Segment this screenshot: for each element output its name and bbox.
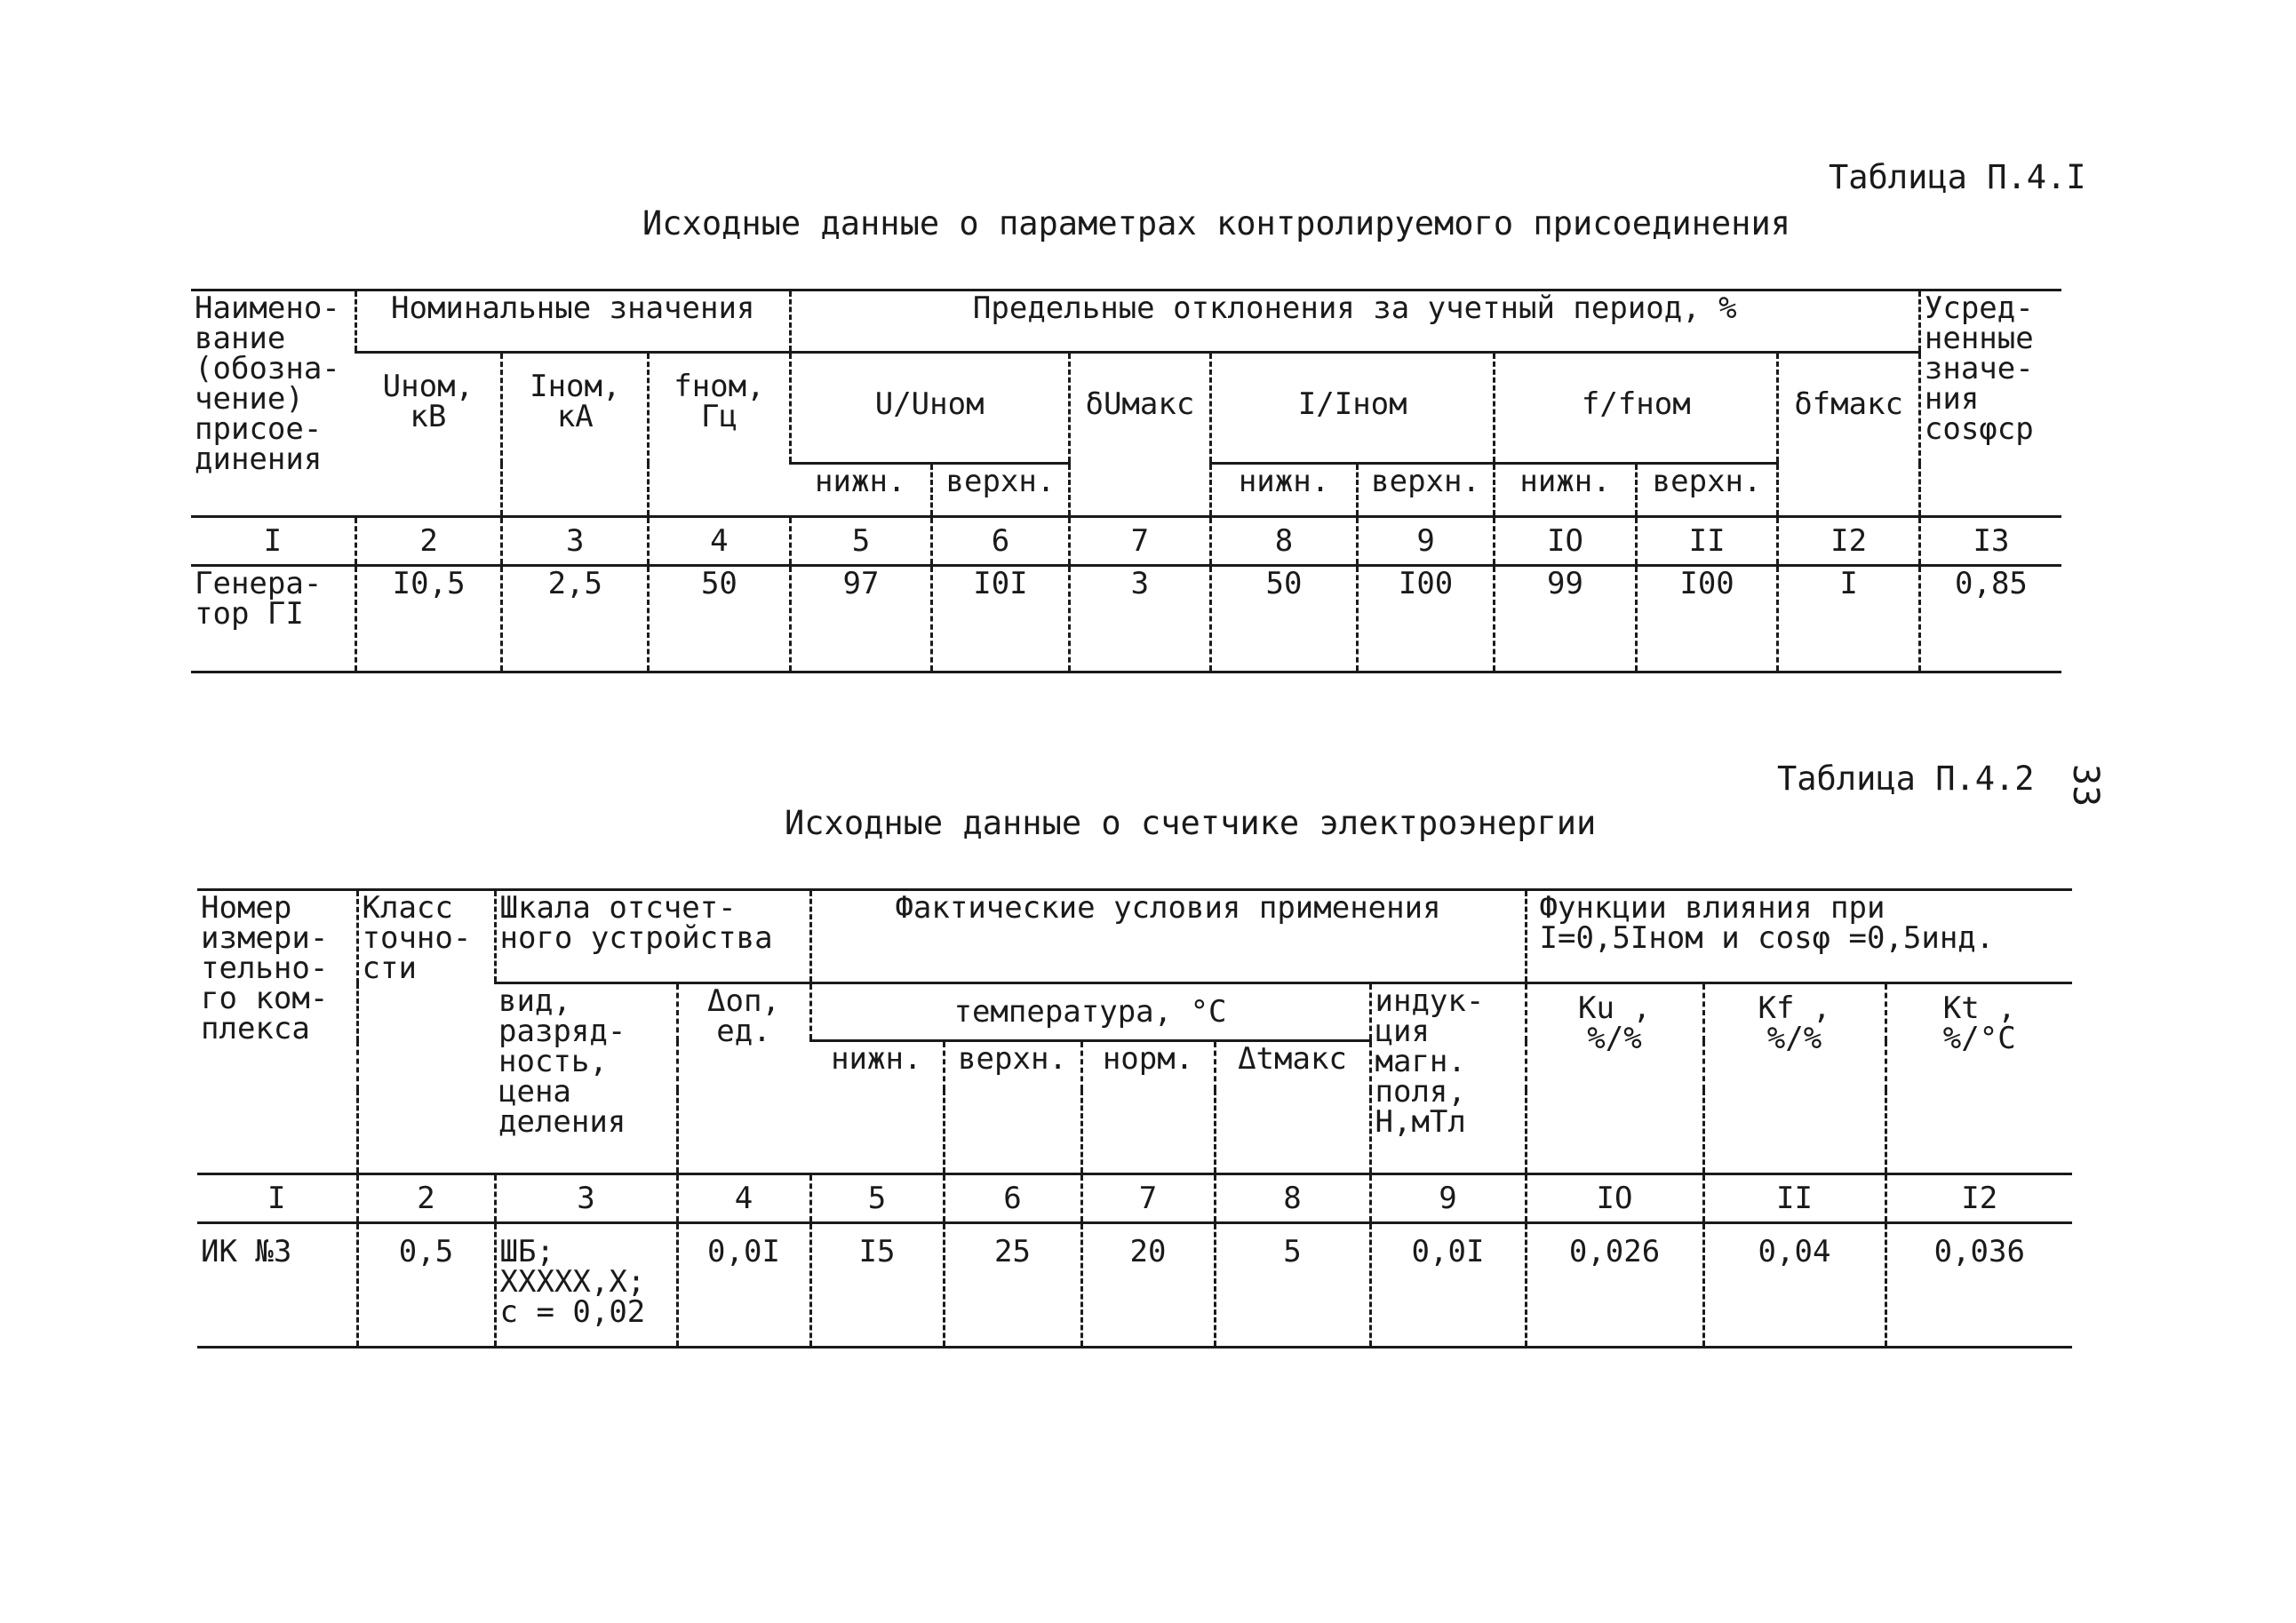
- t1-header-limit-group: Предельные отклонения за учетный период, %: [790, 290, 1919, 353]
- t2-header-t-high: верхн.: [944, 1041, 1081, 1090]
- t2-header-influence-group: Функции влияния при I=0,5Iном и cosφ =0,5инд.: [1526, 890, 2072, 983]
- t2-header-t-delta: Δtмакс: [1215, 1041, 1370, 1090]
- t1-header-u-ratio: U/Uном: [790, 353, 1069, 464]
- t1-header-f-nom: fном, Гц: [649, 353, 791, 517]
- table2-label: Таблица П.4.2: [1777, 760, 2035, 798]
- table1-title: Исходные данные о параметрах контролируемого присоединения: [642, 204, 1791, 243]
- t1-cell: 2,5: [502, 566, 649, 672]
- t2-col-number: I2: [1885, 1174, 2072, 1223]
- t2-col-number: 2: [357, 1174, 495, 1223]
- t1-row-name: Генера- тор ГI: [191, 566, 355, 672]
- t2-header-t-norm: норм.: [1081, 1041, 1215, 1090]
- t2-header-t-low: нижн.: [831, 1041, 922, 1077]
- t1-header-i-low: нижн.: [1211, 464, 1358, 517]
- t1-header-u-nom: Uном, кВ: [382, 369, 474, 434]
- table1: [191, 289, 2061, 673]
- t2-header-delta: Δоп, ед.: [677, 983, 810, 1174]
- t1-cell: 50: [649, 566, 791, 672]
- t2-header-temp-group: температура, °С: [810, 983, 1370, 1041]
- t1-header-i-high: верхн.: [1357, 464, 1494, 517]
- t2-header-conditions-group: Фактические условия применения: [810, 890, 1526, 983]
- t1-cell: 0,85: [1919, 566, 2061, 672]
- t1-cell: 50: [1211, 566, 1358, 672]
- t2-col-number: 3: [495, 1174, 677, 1223]
- t1-header-u-low: нижн.: [815, 464, 906, 499]
- t1-col-number: 7: [1069, 517, 1211, 566]
- t2-cell: 0,04: [1703, 1223, 1885, 1348]
- t2-cell: 0,0I: [677, 1223, 810, 1348]
- table1-label: Таблица П.4.I: [1829, 158, 2086, 196]
- t1-header-f-high: верхн.: [1636, 464, 1778, 517]
- t1-header-df-max: δfмакс: [1778, 353, 1920, 517]
- t2-row-scale: ШБ; XXXXX,X; c = 0,02: [495, 1223, 677, 1348]
- t2-header-meter-no: Номер измери- тельно- го ком- плекса: [197, 890, 357, 1174]
- t1-col-number: I2: [1778, 517, 1920, 566]
- t1-cell: 97: [790, 566, 932, 672]
- table2-title: Исходные данные о счетчике электроэнергии: [785, 804, 1597, 842]
- table2: [197, 888, 2072, 1349]
- t1-cell: 3: [1069, 566, 1211, 672]
- page-number: 33: [2065, 764, 2106, 808]
- t1-header-u-high: верхн.: [932, 464, 1069, 517]
- t2-header-scale-type: вид, разряд- ность, цена деления: [498, 983, 626, 1140]
- t1-cell: I: [1778, 566, 1920, 672]
- t1-header-i-ratio: I/Iном: [1211, 353, 1495, 464]
- t2-cell: I5: [810, 1223, 944, 1348]
- t1-col-number: 8: [1211, 517, 1358, 566]
- t2-col-number: IO: [1526, 1174, 1703, 1223]
- t1-header-name: Наимено- вание (обозна- чение) присое- динения: [191, 290, 355, 517]
- t1-cell: I0,5: [355, 566, 502, 672]
- t1-col-number: 2: [355, 517, 502, 566]
- t1-header-du-max: δUмакс: [1069, 353, 1211, 517]
- t1-col-number: 5: [790, 517, 932, 566]
- t1-header-i-nom: Iном, кА: [502, 353, 649, 517]
- t2-col-number: 4: [677, 1174, 810, 1223]
- t1-col-number: I: [191, 517, 355, 566]
- t2-cell: 25: [944, 1223, 1081, 1348]
- t2-row-accuracy: 0,5: [357, 1223, 495, 1348]
- t2-header-accuracy: Класс точно- сти: [357, 890, 495, 1174]
- t1-col-number: 9: [1357, 517, 1494, 566]
- t1-col-number: I3: [1919, 517, 2061, 566]
- t2-cell: 0,0I: [1370, 1223, 1526, 1348]
- t2-header-ku: Кu , %/%: [1526, 983, 1703, 1174]
- t2-cell: 0,036: [1885, 1223, 2072, 1348]
- t1-header-nominal-group: Номинальные значения: [355, 290, 790, 353]
- t1-header-f-low: нижн.: [1495, 464, 1637, 517]
- t1-cell: I00: [1636, 566, 1778, 672]
- t2-col-number: 7: [1081, 1174, 1215, 1223]
- t2-row-meter: ИК №3: [197, 1223, 357, 1348]
- t2-col-number: 6: [944, 1174, 1081, 1223]
- t2-header-kf: Кf , %/%: [1703, 983, 1885, 1174]
- t1-header-avg: Усред- ненные значе- ния cosφср: [1919, 290, 2061, 517]
- t2-col-number: 9: [1370, 1174, 1526, 1223]
- t1-col-number: 4: [649, 517, 791, 566]
- t1-cell: I00: [1357, 566, 1494, 672]
- t1-header-f-ratio: f/fном: [1495, 353, 1778, 464]
- t2-cell: 5: [1215, 1223, 1370, 1348]
- t1-col-number: 6: [932, 517, 1069, 566]
- t1-col-number: IO: [1495, 517, 1637, 566]
- t2-col-number: 5: [810, 1174, 944, 1223]
- t2-cell: 0,026: [1526, 1223, 1703, 1348]
- t2-header-induction: индук- ция магн. поля, Н,мТл: [1370, 983, 1526, 1174]
- t2-header-kt: Кt , %/°С: [1885, 983, 2072, 1174]
- t1-col-number: II: [1636, 517, 1778, 566]
- t1-cell: 99: [1495, 566, 1637, 672]
- t1-col-number: 3: [502, 517, 649, 566]
- t2-header-scale-group: Шкала отсчет- ного устройства: [495, 890, 810, 983]
- t2-cell: 20: [1081, 1223, 1215, 1348]
- t2-col-number: 8: [1215, 1174, 1370, 1223]
- t2-col-number: I: [197, 1174, 357, 1223]
- t2-col-number: II: [1703, 1174, 1885, 1223]
- t1-cell: I0I: [932, 566, 1069, 672]
